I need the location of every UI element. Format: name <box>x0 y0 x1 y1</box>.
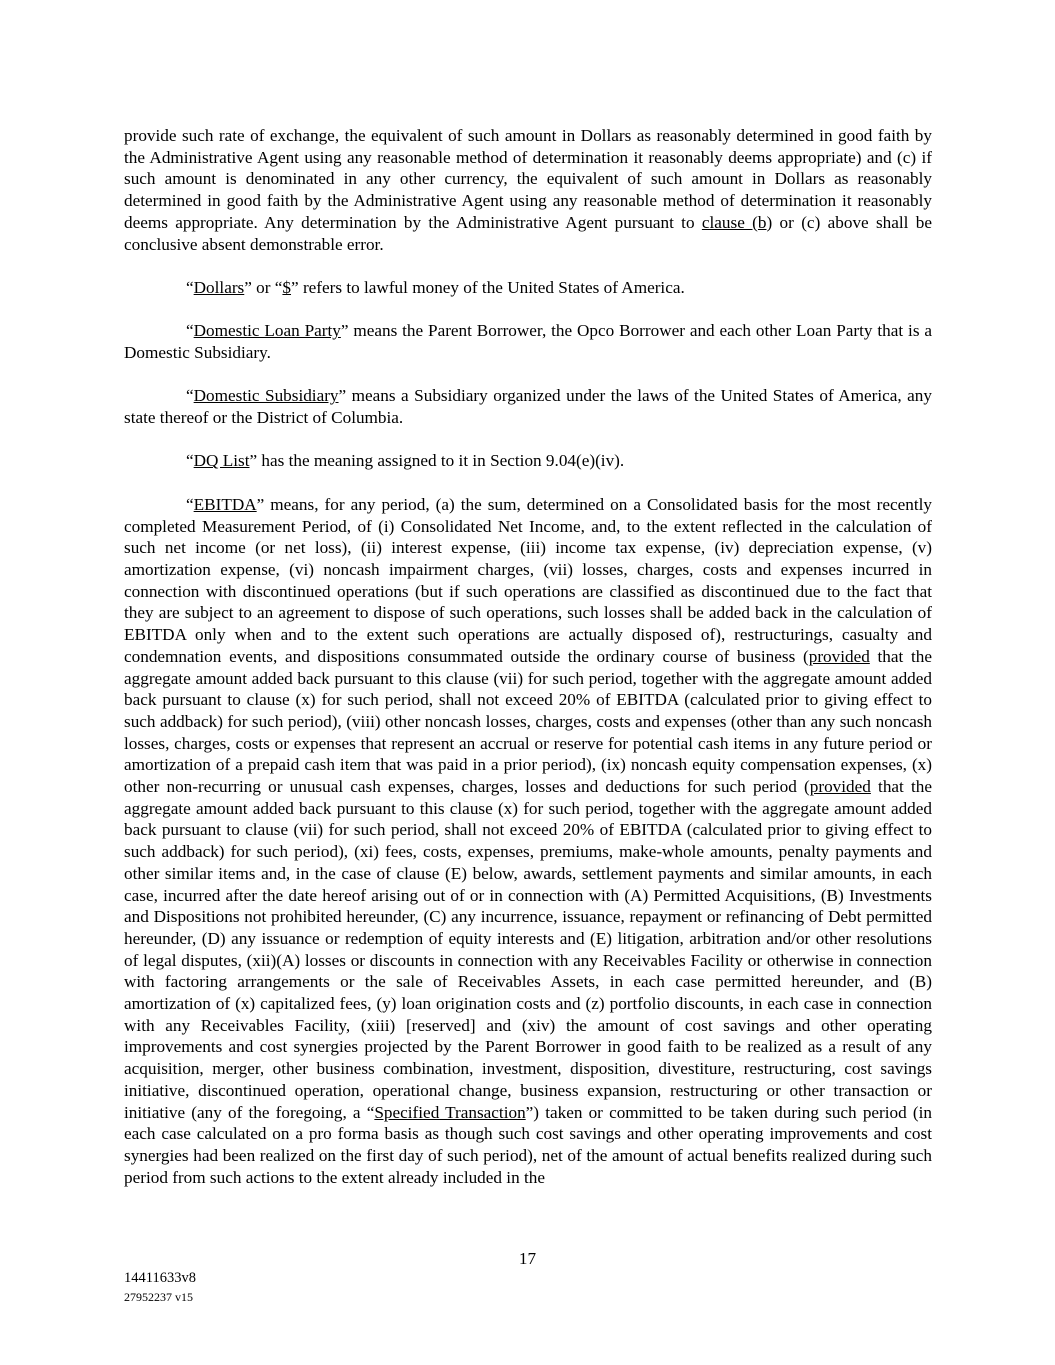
text-run: ) or (c) above shall be conclusive absent demonstrable error. <box>124 212 933 254</box>
page-body <box>124 125 932 1210</box>
text-run: ” refers to lawful money of the United States of America. <box>291 277 685 297</box>
text-run: ” has the meaning assigned to it in Section 9.04(e)(iv). <box>249 451 625 471</box>
defined-term: $ <box>282 277 292 297</box>
clause-reference: clause (b <box>701 212 767 232</box>
provided-term: provided <box>809 777 871 797</box>
text-run: that the aggregate amount added back pursuant to this clause (vii) for such period, together with the aggregate amount added back pursuant to clause (x) for such period, shall not exceed 20% of EBITDA (calculated prior to giving effect to such addback) for such period), (viii) other noncash losses, charges, costs and expenses (other than any such noncash losses, charges, costs or expenses that represent an accrual or reserve for potential cash items in any future period or amortization of a prepaid cash item that was paid in a prior period), (ix) noncash equity compensation expenses, (x) other non-recurring or unusual cash expenses, charges, losses and deductions for such period ( <box>124 646 932 797</box>
text-run: “ <box>186 321 194 341</box>
text-run: ”) taken or committed to be taken during such period (in each case calculated on a pro forma basis as though such cost savings and other operating improvements and cost synergies had been realized on the first day of such period), net of the amount of actual benefits realized during such period from such actions to the extent already included in the <box>124 1102 932 1187</box>
document-id-primary: 14411633v8 <box>124 1270 196 1286</box>
text-run: “ <box>186 494 194 514</box>
text-run: ” or “ <box>244 277 283 297</box>
text-run: “ <box>186 277 194 297</box>
definition-dq-list <box>124 450 932 472</box>
text-run: ” means, for any period, (a) the sum, determined on a Consolidated basis for the most recently completed Measurement Period, of (i) Consolidated Net Income, and, to the extent reflected in the calculation of such net income (or net loss), (ii) interest expense, (iii) income tax expense, (iv) depreciation expense, (v) amortization expense, (vi) noncash impairment charges, (vii) losses, charges, costs and expenses incurred in connection with discontinued operations (but if such operations are classified as discontinued due to the fact that they are subject to an agreement to dispose of such operations, such losses shall be added back in the calculation of EBITDA only when and to the extent such operations are actually disposed of), restructurings, casualty and condemnation events, and dispositions consummated outside the ordinary course of business ( <box>124 494 932 666</box>
page-number: 17 <box>518 1249 537 1268</box>
text-run: ” means the Parent Borrower, the Opco Borrower and each other Loan Party that is a Domestic Subsidiary. <box>124 321 933 362</box>
text-run: that the aggregate amount added back pursuant to this clause (x) for such period, together with the aggregate amount added back pursuant to clause (vii) for such period, shall not exceed 20% of EBITDA (calculated prior to giving effect to such addback) for such period), (xi) fees, costs, expenses, premiums, make-whole amounts, penalty payments and other similar items and, in the case of clause (E) below, awards, settlement payments and similar amounts, in each case, incurred after the date hereof arising out of or in connection with (A) Permitted Acquisitions, (B) Investments and Dispositions not prohibited hereunder, (C) any incurrence, issuance, repayment or refinancing of Debt permitted hereunder, (D) any issuance or redemption of equity interests and (E) litigation, arbitration and/or other resolutions of legal disputes, (xii)(A) losses or discounts in connection with any Receivables Facility or otherwise in connection with factoring arrangements or the sale of Receivables Assets, in each case permitted hereunder, and (B) amortization of (x) capitalized fees, (y) loan origination costs and (z) portfolio discounts, in each case in connection with any Receivables Facility, (xiii) [reserved] and (xiv) the amount of cost savings and other operating improvements and cost synergies projected by the Parent Borrower in good faith to be realized as a result of any acquisition, merger, other business combination, investment, disposition, divestiture, restructuring, cost savings initiative, discontinued operation, operational change, business expansion, restructuring or other transaction or initiative (any of the foregoing, a “ <box>124 777 932 1122</box>
definition-domestic-subsidiary <box>124 385 932 428</box>
text-run: “ <box>186 386 194 406</box>
defined-term: DQ List <box>193 451 250 471</box>
defined-term: Domestic Loan Party <box>193 321 341 341</box>
document-id-secondary: 27952237 v15 <box>124 1290 193 1304</box>
defined-term: Dollars <box>193 277 245 297</box>
defined-term: Domestic Subsidiary <box>193 386 339 406</box>
definition-dollars <box>124 277 932 299</box>
defined-term: EBITDA <box>193 494 257 514</box>
provided-term: provided <box>808 646 870 666</box>
defined-term: Specified Transaction <box>374 1102 526 1122</box>
paragraph-continued <box>124 125 932 255</box>
definition-ebitda <box>124 494 932 1189</box>
definition-domestic-loan-party <box>124 320 932 363</box>
text-run: ” means a Subsidiary organized under the laws of the United States of America, any state thereof or the District of Columbia. <box>124 386 932 428</box>
text-run: provide such rate of exchange, the equivalent of such amount in Dollars as reasonably determined in good faith by the Administrative Agent using any reasonable method of determination it reasonably deems appropriate) and (c) if such amount is denominated in any other currency, the equivalent of such amount in Dollars as reasonably determined in good faith by the Administrative Agent using any reasonable method of determination it reasonably deems appropriate. Any determination by the Administrative Agent pursuant to <box>124 126 932 232</box>
text-run: “ <box>186 451 194 471</box>
